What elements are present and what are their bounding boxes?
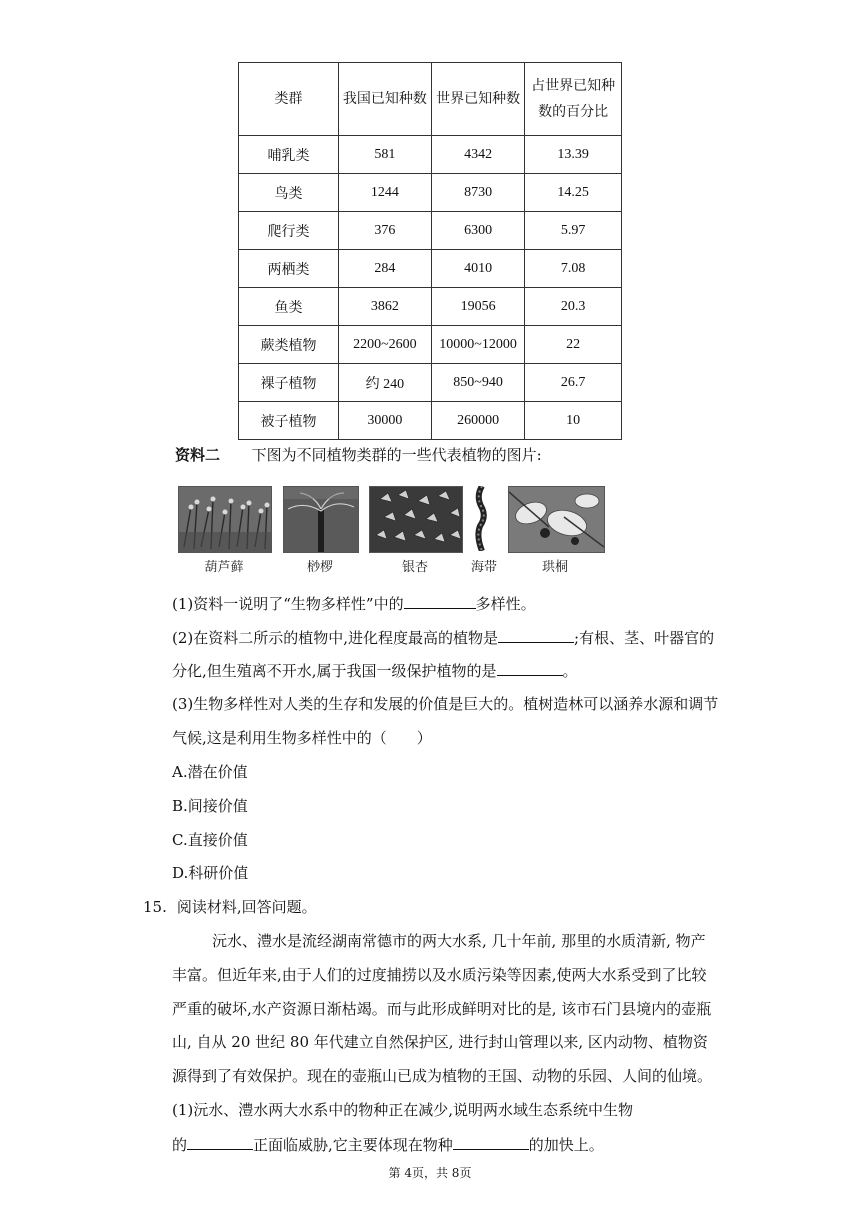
q15-sub1-cont [172, 1133, 604, 1155]
q14-sub2-mid: ;有根、茎、叶器官的 [574, 629, 715, 647]
option-a[interactable]: A.潜在价值 [172, 763, 248, 781]
q14-sub3 [172, 693, 718, 714]
q15-number: 15. [143, 898, 167, 916]
q15-paragraph-line: 源得到了有效保护。现在的壶瓶山已成为植物的王国、动物的乐园、人间的仙境。 [172, 1067, 713, 1085]
table-cell: 4010 [431, 250, 524, 288]
material2-label: 资料二 [175, 446, 221, 464]
table-cell: 850~940 [431, 364, 524, 402]
table-row [239, 212, 622, 250]
table-cell: 13.39 [525, 136, 622, 174]
q14-sub3-cont-text: 气候,这是利用生物多样性中的（ ） [172, 729, 432, 747]
table-row [239, 326, 622, 364]
q14-sub2-end: 。 [562, 662, 578, 680]
plant-caption: 海带 [470, 560, 497, 575]
material2-line [175, 444, 542, 465]
dove-tree-photo [508, 486, 605, 553]
q14-sub1-tail: 多样性。 [475, 595, 536, 613]
q15-paragraph-line: 丰富。但近年来,由于人们的过度捕捞以及水质污染等因素,使两大水系受到了比较 [172, 966, 707, 984]
table-cell: 30000 [338, 402, 431, 440]
answer-blank[interactable] [498, 626, 574, 643]
table-header-row [239, 63, 622, 136]
header-percent [525, 63, 622, 136]
q15-sub1-end: 的加快上。 [528, 1136, 604, 1154]
page-footer: 第 4页，共 8页 [388, 1166, 472, 1180]
q15-heading [143, 896, 317, 917]
table-row [239, 402, 622, 440]
q15-sub1-text: (1)沅水、澧水两大水系中的物种正在减少,说明两水域生态系统中生物 [172, 1101, 634, 1119]
plant-caption: 珙桐 [541, 560, 568, 575]
table-cell: 鱼类 [239, 288, 339, 326]
table-row [239, 136, 622, 174]
moss-photo [178, 486, 272, 553]
table-cell: 6300 [431, 212, 524, 250]
species-table [238, 62, 622, 440]
table-cell: 10000~12000 [431, 326, 524, 364]
q15-sub1-lead: 的 [172, 1136, 188, 1154]
table-cell: 7.08 [525, 250, 622, 288]
answer-blank[interactable] [187, 1133, 253, 1150]
header-world-count: 世界已知种数 [431, 63, 524, 136]
table-cell: 哺乳类 [239, 136, 339, 174]
answer-blank[interactable] [404, 592, 476, 609]
table-cell: 376 [338, 212, 431, 250]
table-cell: 裸子植物 [239, 364, 339, 402]
q14-sub3-text: (3)生物多样性对人类的生存和发展的价值是巨大的。植树造林可以涵养水源和调节 [172, 695, 719, 713]
q14-sub1-text: (1)资料一说明了“生物多样性”中的 [172, 595, 404, 613]
q14-sub2-cont-text: 分化,但生殖离不开水,属于我国一级保护植物的是 [172, 662, 497, 680]
table-cell: 3862 [338, 288, 431, 326]
option-b[interactable]: B.间接价值 [172, 797, 248, 815]
ginkgo-photo [369, 486, 463, 553]
q14-sub2-text: (2)在资料二所示的植物中,进化程度最高的植物是 [172, 629, 499, 647]
table-cell: 19056 [431, 288, 524, 326]
table-cell: 22 [525, 326, 622, 364]
q15-intro: 阅读材料,回答问题。 [176, 898, 317, 916]
material2-text: 下图为不同植物类群的一些代表植物的图片: [251, 446, 542, 464]
answer-blank[interactable] [453, 1133, 529, 1150]
table-cell: 26.7 [525, 364, 622, 402]
table-cell: 4342 [431, 136, 524, 174]
header-group: 类群 [239, 63, 339, 136]
option-c[interactable]: C.直接价值 [172, 831, 248, 849]
table-cell: 爬行类 [239, 212, 339, 250]
q14-sub1 [172, 592, 536, 614]
table-cell: 14.25 [525, 174, 622, 212]
q14-sub2 [172, 626, 714, 648]
q15-paragraph-line: 山, 自从 20 世纪 80 年代建立自然保护区, 进行封山管理以来, 区内动物、植物资 [172, 1033, 708, 1051]
table-cell: 1244 [338, 174, 431, 212]
table-cell: 284 [338, 250, 431, 288]
q15-sub1-mid: 正面临威胁,它主要体现在物种 [253, 1136, 453, 1154]
option-d[interactable]: D.科研价值 [172, 864, 249, 882]
q15-sub1 [172, 1099, 633, 1120]
table-row [239, 174, 622, 212]
q15-paragraph-line: 严重的破坏,水产资源日渐枯竭。而与此形成鲜明对比的是, 该市石门县境内的壶瓶 [172, 1000, 712, 1018]
header-china-count: 我国已知种数 [338, 63, 431, 136]
table-cell: 20.3 [525, 288, 622, 326]
table-cell: 被子植物 [239, 402, 339, 440]
table-cell: 581 [338, 136, 431, 174]
q14-sub3-cont [172, 727, 432, 748]
table-row [239, 288, 622, 326]
tree-fern-photo [283, 486, 359, 553]
plant-caption: 桫椤 [306, 560, 333, 575]
table-cell: 8730 [431, 174, 524, 212]
table-cell: 鸟类 [239, 174, 339, 212]
q14-sub2-cont [172, 659, 578, 681]
table-cell: 蕨类植物 [239, 326, 339, 364]
table-row [239, 250, 622, 288]
table-cell: 5.97 [525, 212, 622, 250]
plant-caption: 葫芦藓 [204, 560, 244, 575]
answer-blank[interactable] [497, 659, 563, 676]
table-cell: 260000 [431, 402, 524, 440]
kelp-photo [473, 486, 491, 551]
table-cell: 约 240 [338, 364, 431, 402]
table-cell: 10 [525, 402, 622, 440]
table-cell: 2200~2600 [338, 326, 431, 364]
header-percent-text: 占世界已知种数的百分比 [531, 78, 616, 120]
q15-paragraph-line: 沅水、澧水是流经湖南常德市的两大水系, 几十年前, 那里的水质清新, 物产 [212, 932, 706, 950]
table-cell: 两栖类 [239, 250, 339, 288]
plant-caption: 银杏 [401, 560, 428, 575]
table-row [239, 364, 622, 402]
